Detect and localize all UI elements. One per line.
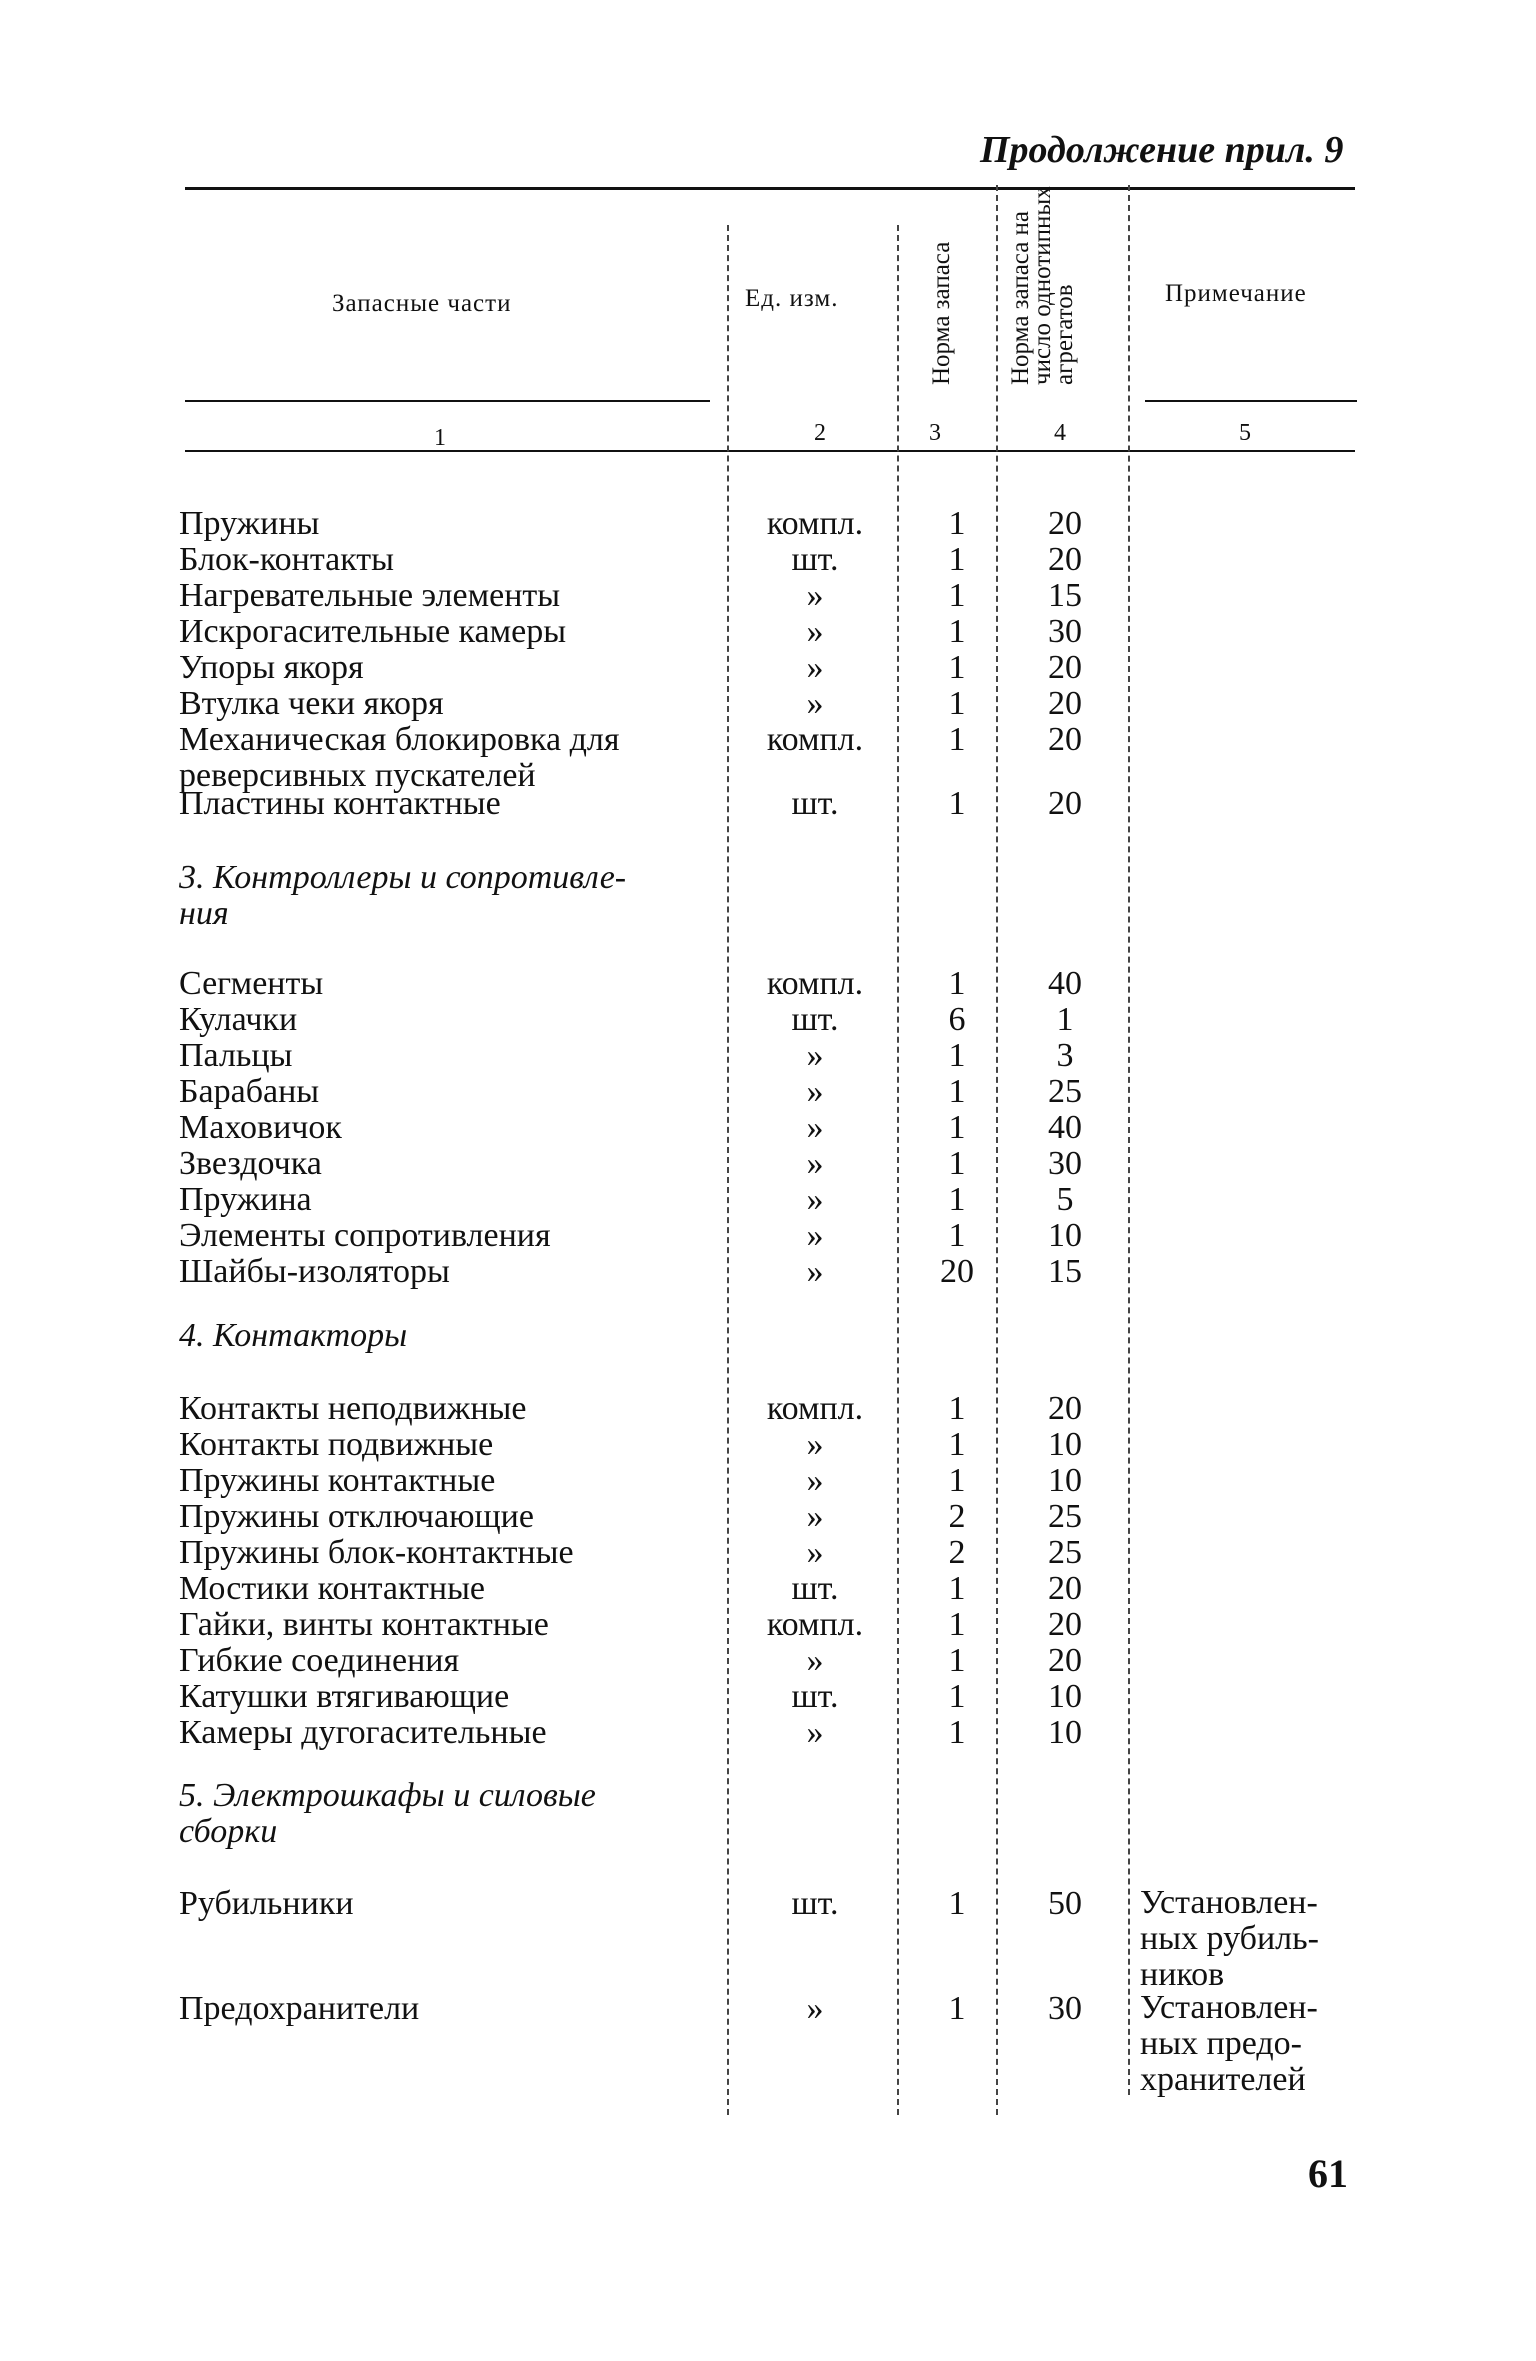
norm: 1 xyxy=(948,1217,966,1254)
section-heading-line: 5. Электрошкафы и силовые xyxy=(179,1777,596,1814)
part-name: Звездочка xyxy=(179,1145,322,1182)
unit: » xyxy=(806,577,824,614)
norm-per: 20 xyxy=(1048,1606,1082,1643)
section-heading-line: 3. Контроллеры и сопротивле- xyxy=(179,859,627,896)
unit: шт. xyxy=(791,1001,839,1038)
part-name: Пластины контактные xyxy=(179,785,501,822)
unit: » xyxy=(806,1037,824,1074)
norm: 1 xyxy=(948,1606,966,1643)
column-header-parts: Запасные части xyxy=(332,290,512,317)
norm-per: 10 xyxy=(1048,1217,1082,1254)
table-row xyxy=(0,1642,1536,1678)
norm-per: 20 xyxy=(1048,785,1082,822)
column-header-unit: Ед. изм. xyxy=(745,285,839,312)
norm: 1 xyxy=(948,649,966,686)
norm: 20 xyxy=(940,1253,974,1290)
table-row xyxy=(0,1990,1536,2100)
norm: 1 xyxy=(948,1145,966,1182)
header-rule-left xyxy=(185,400,710,402)
unit: компл. xyxy=(766,505,864,542)
norm-per: 20 xyxy=(1048,541,1082,578)
part-name: Втулка чеки якоря xyxy=(179,685,444,722)
table-top-rule xyxy=(185,187,1355,190)
section-heading-line: сборки xyxy=(179,1813,278,1850)
note-line: хранителей xyxy=(1140,2061,1306,2098)
part-name: Искрогасительные камеры xyxy=(179,613,567,650)
norm-per: 20 xyxy=(1048,1642,1082,1679)
unit: » xyxy=(806,1145,824,1182)
norm-per: 10 xyxy=(1048,1714,1082,1751)
norm: 1 xyxy=(948,577,966,614)
norm: 6 xyxy=(948,1001,966,1038)
table-row xyxy=(0,1109,1536,1145)
table-row xyxy=(0,1181,1536,1217)
table-row xyxy=(0,1001,1536,1037)
unit: » xyxy=(806,1109,824,1146)
norm-per: 30 xyxy=(1048,613,1082,650)
unit: » xyxy=(806,1498,824,1535)
table-row xyxy=(0,1885,1536,1995)
note-line: ных рубиль- xyxy=(1140,1920,1319,1957)
norm: 1 xyxy=(948,1678,966,1715)
section-heading-cabinets xyxy=(179,1778,596,1850)
table-row xyxy=(0,1498,1536,1534)
part-name: реверсивных пускателей xyxy=(179,757,536,794)
section-heading-line: ния xyxy=(179,895,229,932)
unit: » xyxy=(806,1534,824,1571)
table-row xyxy=(0,785,1536,821)
norm-per: 1 xyxy=(1056,1001,1074,1038)
norm: 1 xyxy=(948,1181,966,1218)
table-row xyxy=(0,577,1536,613)
note-line: Установлен- xyxy=(1140,1884,1318,1921)
part-name: Пружины xyxy=(179,505,320,542)
note xyxy=(1140,1885,1319,1993)
norm-per: 30 xyxy=(1048,1145,1082,1182)
norm: 1 xyxy=(948,613,966,650)
norm-per: 25 xyxy=(1048,1073,1082,1110)
norm: 1 xyxy=(948,1642,966,1679)
table-row xyxy=(0,1714,1536,1750)
table-row xyxy=(0,1390,1536,1426)
norm-per: 20 xyxy=(1048,1570,1082,1607)
norm-per: 20 xyxy=(1048,721,1082,758)
column-header-norm-per-units: Норма запаса на число однотипных агрегатов xyxy=(1007,186,1078,385)
part-name: Пружины блок-контактные xyxy=(179,1534,574,1571)
table-row xyxy=(0,1534,1536,1570)
table-row xyxy=(0,1606,1536,1642)
table-row xyxy=(0,613,1536,649)
part-name: Блок-контакты xyxy=(179,541,395,578)
table-row xyxy=(0,1073,1536,1109)
unit: » xyxy=(806,685,824,722)
norm-per: 30 xyxy=(1048,1990,1082,2027)
unit: » xyxy=(806,1181,824,1218)
norm: 1 xyxy=(948,1885,966,1922)
unit: » xyxy=(806,1642,824,1679)
part-name: Сегменты xyxy=(179,965,324,1002)
part-name: Маховичок xyxy=(179,1109,342,1146)
unit: » xyxy=(806,1714,824,1751)
part-name: Гайки, винты контактные xyxy=(179,1606,549,1643)
note-line: Установлен- xyxy=(1140,1989,1318,2026)
norm: 1 xyxy=(948,721,966,758)
norm-per: 15 xyxy=(1048,577,1082,614)
part-name: Мостики контактные xyxy=(179,1570,485,1607)
column-header-norm: Норма запаса xyxy=(928,241,955,385)
part-name: Элементы сопротивления xyxy=(179,1217,551,1254)
unit: шт. xyxy=(791,1678,839,1715)
section-heading-line: 4. Контакторы xyxy=(179,1317,408,1354)
section-heading-controllers xyxy=(179,860,626,932)
part-name: Пружины контактные xyxy=(179,1462,496,1499)
part-name: Рубильники xyxy=(179,1885,354,1922)
norm: 1 xyxy=(948,1570,966,1607)
norm-per: 20 xyxy=(1048,505,1082,542)
table-row xyxy=(0,1462,1536,1498)
unit: компл. xyxy=(766,965,864,1002)
unit: компл. xyxy=(766,1390,864,1427)
norm-per: 3 xyxy=(1056,1037,1074,1074)
column-number-1: 1 xyxy=(434,425,446,451)
norm: 1 xyxy=(948,1037,966,1074)
norm-per: 25 xyxy=(1048,1498,1082,1535)
column-number-5: 5 xyxy=(1239,420,1251,446)
unit: шт. xyxy=(791,1885,839,1922)
table-row xyxy=(0,649,1536,685)
unit: компл. xyxy=(766,721,864,758)
table-row xyxy=(0,505,1536,541)
norm: 1 xyxy=(948,1990,966,2027)
part-name: Камеры дугогасительные xyxy=(179,1714,547,1751)
unit: шт. xyxy=(791,541,839,578)
table-row xyxy=(0,1145,1536,1181)
norm: 1 xyxy=(948,541,966,578)
table-row xyxy=(0,1217,1536,1253)
norm-per: 10 xyxy=(1048,1462,1082,1499)
part-name: Гибкие соединения xyxy=(179,1642,460,1679)
part-name: Шайбы-изоляторы xyxy=(179,1253,450,1290)
unit: компл. xyxy=(766,1606,864,1643)
norm: 1 xyxy=(948,1390,966,1427)
norm-per: 40 xyxy=(1048,965,1082,1002)
table-row xyxy=(0,965,1536,1001)
table-row xyxy=(0,541,1536,577)
column-number-2: 2 xyxy=(814,420,826,446)
norm-per: 20 xyxy=(1048,1390,1082,1427)
part-name: Механическая блокировка для xyxy=(179,721,620,758)
unit: » xyxy=(806,649,824,686)
unit: » xyxy=(806,1253,824,1290)
header-rule-right xyxy=(1145,400,1357,402)
norm-per: 10 xyxy=(1048,1678,1082,1715)
table-row xyxy=(0,1037,1536,1073)
table-row xyxy=(0,1678,1536,1714)
norm: 1 xyxy=(948,1073,966,1110)
norm-per: 20 xyxy=(1048,649,1082,686)
unit: » xyxy=(806,1073,824,1110)
unit: » xyxy=(806,1217,824,1254)
norm-per: 40 xyxy=(1048,1109,1082,1146)
unit: » xyxy=(806,613,824,650)
part-name: Контакты неподвижные xyxy=(179,1390,527,1427)
column-number-4: 4 xyxy=(1054,420,1066,446)
part-name: Пружина xyxy=(179,1181,312,1218)
part-name: Пружины отключающие xyxy=(179,1498,534,1535)
norm: 1 xyxy=(948,965,966,1002)
column-header-note: Примечание xyxy=(1165,280,1307,307)
norm-per: 10 xyxy=(1048,1426,1082,1463)
part-name: Контакты подвижные xyxy=(179,1426,494,1463)
table-row xyxy=(0,1253,1536,1289)
part-name: Нагревательные элементы xyxy=(179,577,561,614)
norm: 1 xyxy=(948,1109,966,1146)
norm: 1 xyxy=(948,785,966,822)
note-line: ных предо- xyxy=(1140,2025,1302,2062)
unit: шт. xyxy=(791,785,839,822)
norm: 2 xyxy=(948,1534,966,1571)
norm: 1 xyxy=(948,505,966,542)
part-name: Пальцы xyxy=(179,1037,293,1074)
norm: 1 xyxy=(948,1462,966,1499)
part-name: Кулачки xyxy=(179,1001,298,1038)
unit: шт. xyxy=(791,1570,839,1607)
unit: » xyxy=(806,1426,824,1463)
column-number-3: 3 xyxy=(929,420,941,446)
norm: 1 xyxy=(948,1714,966,1751)
note-line: ников xyxy=(1140,1956,1225,1993)
unit: » xyxy=(806,1990,824,2027)
part-name: Барабаны xyxy=(179,1073,320,1110)
norm-per: 50 xyxy=(1048,1885,1082,1922)
page-number: 61 xyxy=(1308,2151,1348,2196)
norm-per: 25 xyxy=(1048,1534,1082,1571)
norm-per: 20 xyxy=(1048,685,1082,722)
note xyxy=(1140,1990,1318,2098)
part-name: Предохранители xyxy=(179,1990,420,2027)
table-row xyxy=(0,685,1536,721)
section-heading-contactors xyxy=(179,1318,407,1354)
norm: 1 xyxy=(948,1426,966,1463)
part-name: Катушки втягивающие xyxy=(179,1678,510,1715)
table-row xyxy=(0,1426,1536,1462)
column-number-rule xyxy=(185,450,1355,452)
norm: 2 xyxy=(948,1498,966,1535)
norm-per: 15 xyxy=(1048,1253,1082,1290)
unit: » xyxy=(806,1462,824,1499)
part-name: Упоры якоря xyxy=(179,649,364,686)
norm-per: 5 xyxy=(1056,1181,1074,1218)
table-row xyxy=(0,721,1536,757)
page-header-title: Продолжение прил. 9 xyxy=(980,129,1344,171)
norm: 1 xyxy=(948,685,966,722)
table-row xyxy=(0,1570,1536,1606)
